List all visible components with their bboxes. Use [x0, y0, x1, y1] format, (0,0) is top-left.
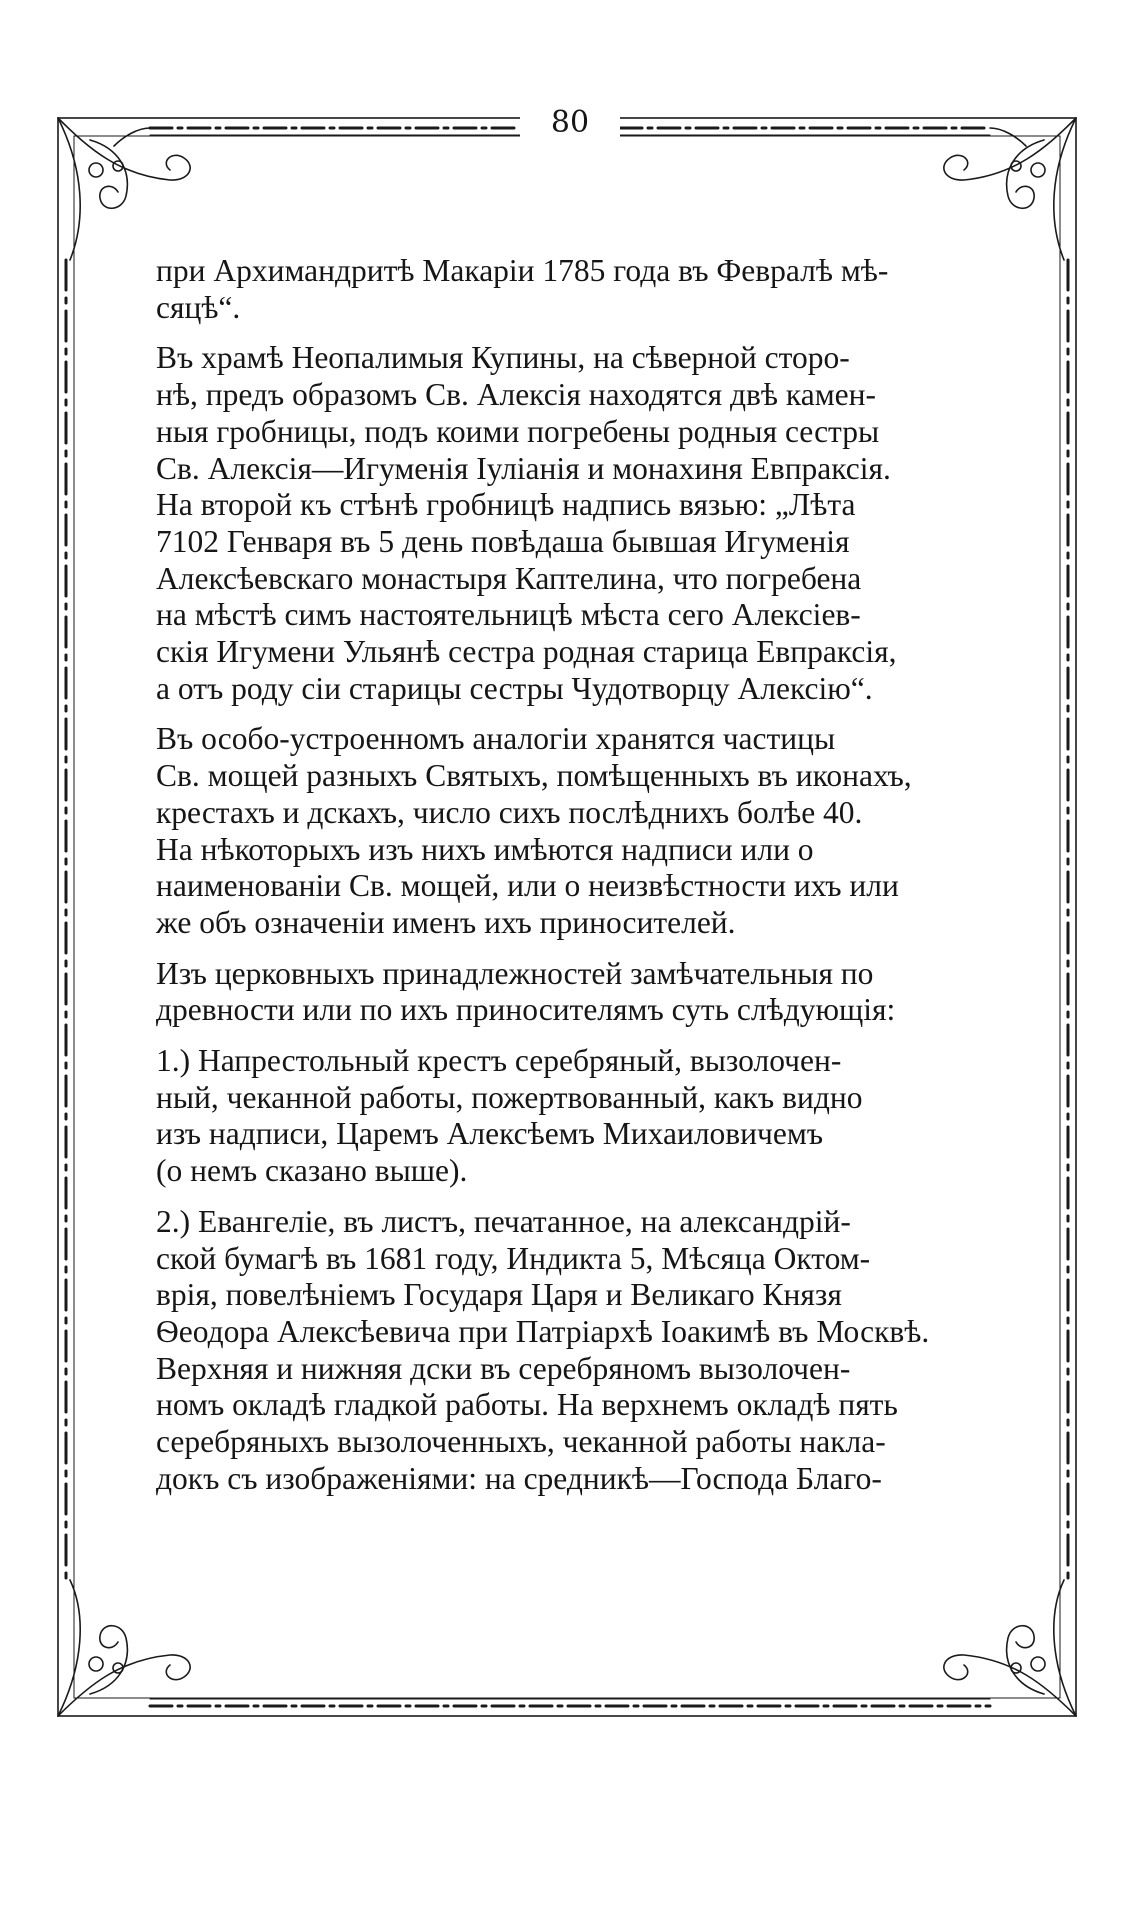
paragraph-4: Изъ церковныхъ принадлежностей замѣчательныя по древности или по ихъ приносителямъ суть слѣдующія: [156, 955, 896, 1028]
body-text [156, 253, 964, 1498]
paragraph-3: Въ особо-устроенномъ аналогіи хранятся частицы Св. мощей разныхъ Святыхъ, помѣщенныхъ въ иконахъ, крестахъ и дскахъ, число сихъ послѣднихъ болѣе 40. На нѣкоторыхъ изъ нихъ имѣются надписи или о наименованіи Св. мощей, или о неизвѣстности ихъ или же объ означеніи именъ ихъ приносителей. [156, 721, 912, 940]
paragraph-6: 2.) Евангеліе, въ листъ, печатанное, на александрій- ской бумагѣ въ 1681 году, Индикта 5, Мѣсяца Октом- врія, повелѣніемъ Государя Царя и Великаго Князя Ѳеодора Алексѣевича при Патріархѣ Іоакимѣ въ Москвѣ. Верхняя и нижняя дски въ серебряномъ вызолочен- номъ окладѣ гладкой работы. На верхнемъ окладѣ пять серебряныхъ вызолоченныхъ, чеканной работы накла- докъ съ изображеніями: на средникѣ—Господа Благо- [156, 1203, 930, 1496]
page-number: 80 [520, 106, 620, 140]
paragraph-2: Въ храмѣ Неопалимыя Купины, на сѣверной сторо- нѣ, предъ образомъ Св. Алексія находятся двѣ камен- ныя гробницы, подъ коими погребены родныя сестры Св. Алексія—Игуменія Іуліанія и монахиня Евпраксія. На второй къ стѣнѣ гробницѣ надпись вязью: „Лѣта 7102 Генваря въ 5 день повѣдаша бывшая Игуменія Алексѣевскаго монастыря Каптелина, что погребена на мѣстѣ симъ настоятельницѣ мѣста сего Алексіев- скія Игумени Ульянѣ сестра родная старица Евпраксія, а отъ роду сіи старицы сестры Чудотворцу Алексію“. [156, 340, 897, 706]
paragraph-5: 1.) Напрестольный крестъ серебряный, вызолочен- ный, чеканной работы, пожертвованный, какъ видно изъ надписи, Царемъ Алексѣемъ Михаиловичемъ (о немъ сказано выше). [156, 1043, 863, 1189]
paragraph-1: при Архимандритѣ Макаріи 1785 года въ Февралѣ мѣ- сяцѣ“. [156, 253, 889, 325]
